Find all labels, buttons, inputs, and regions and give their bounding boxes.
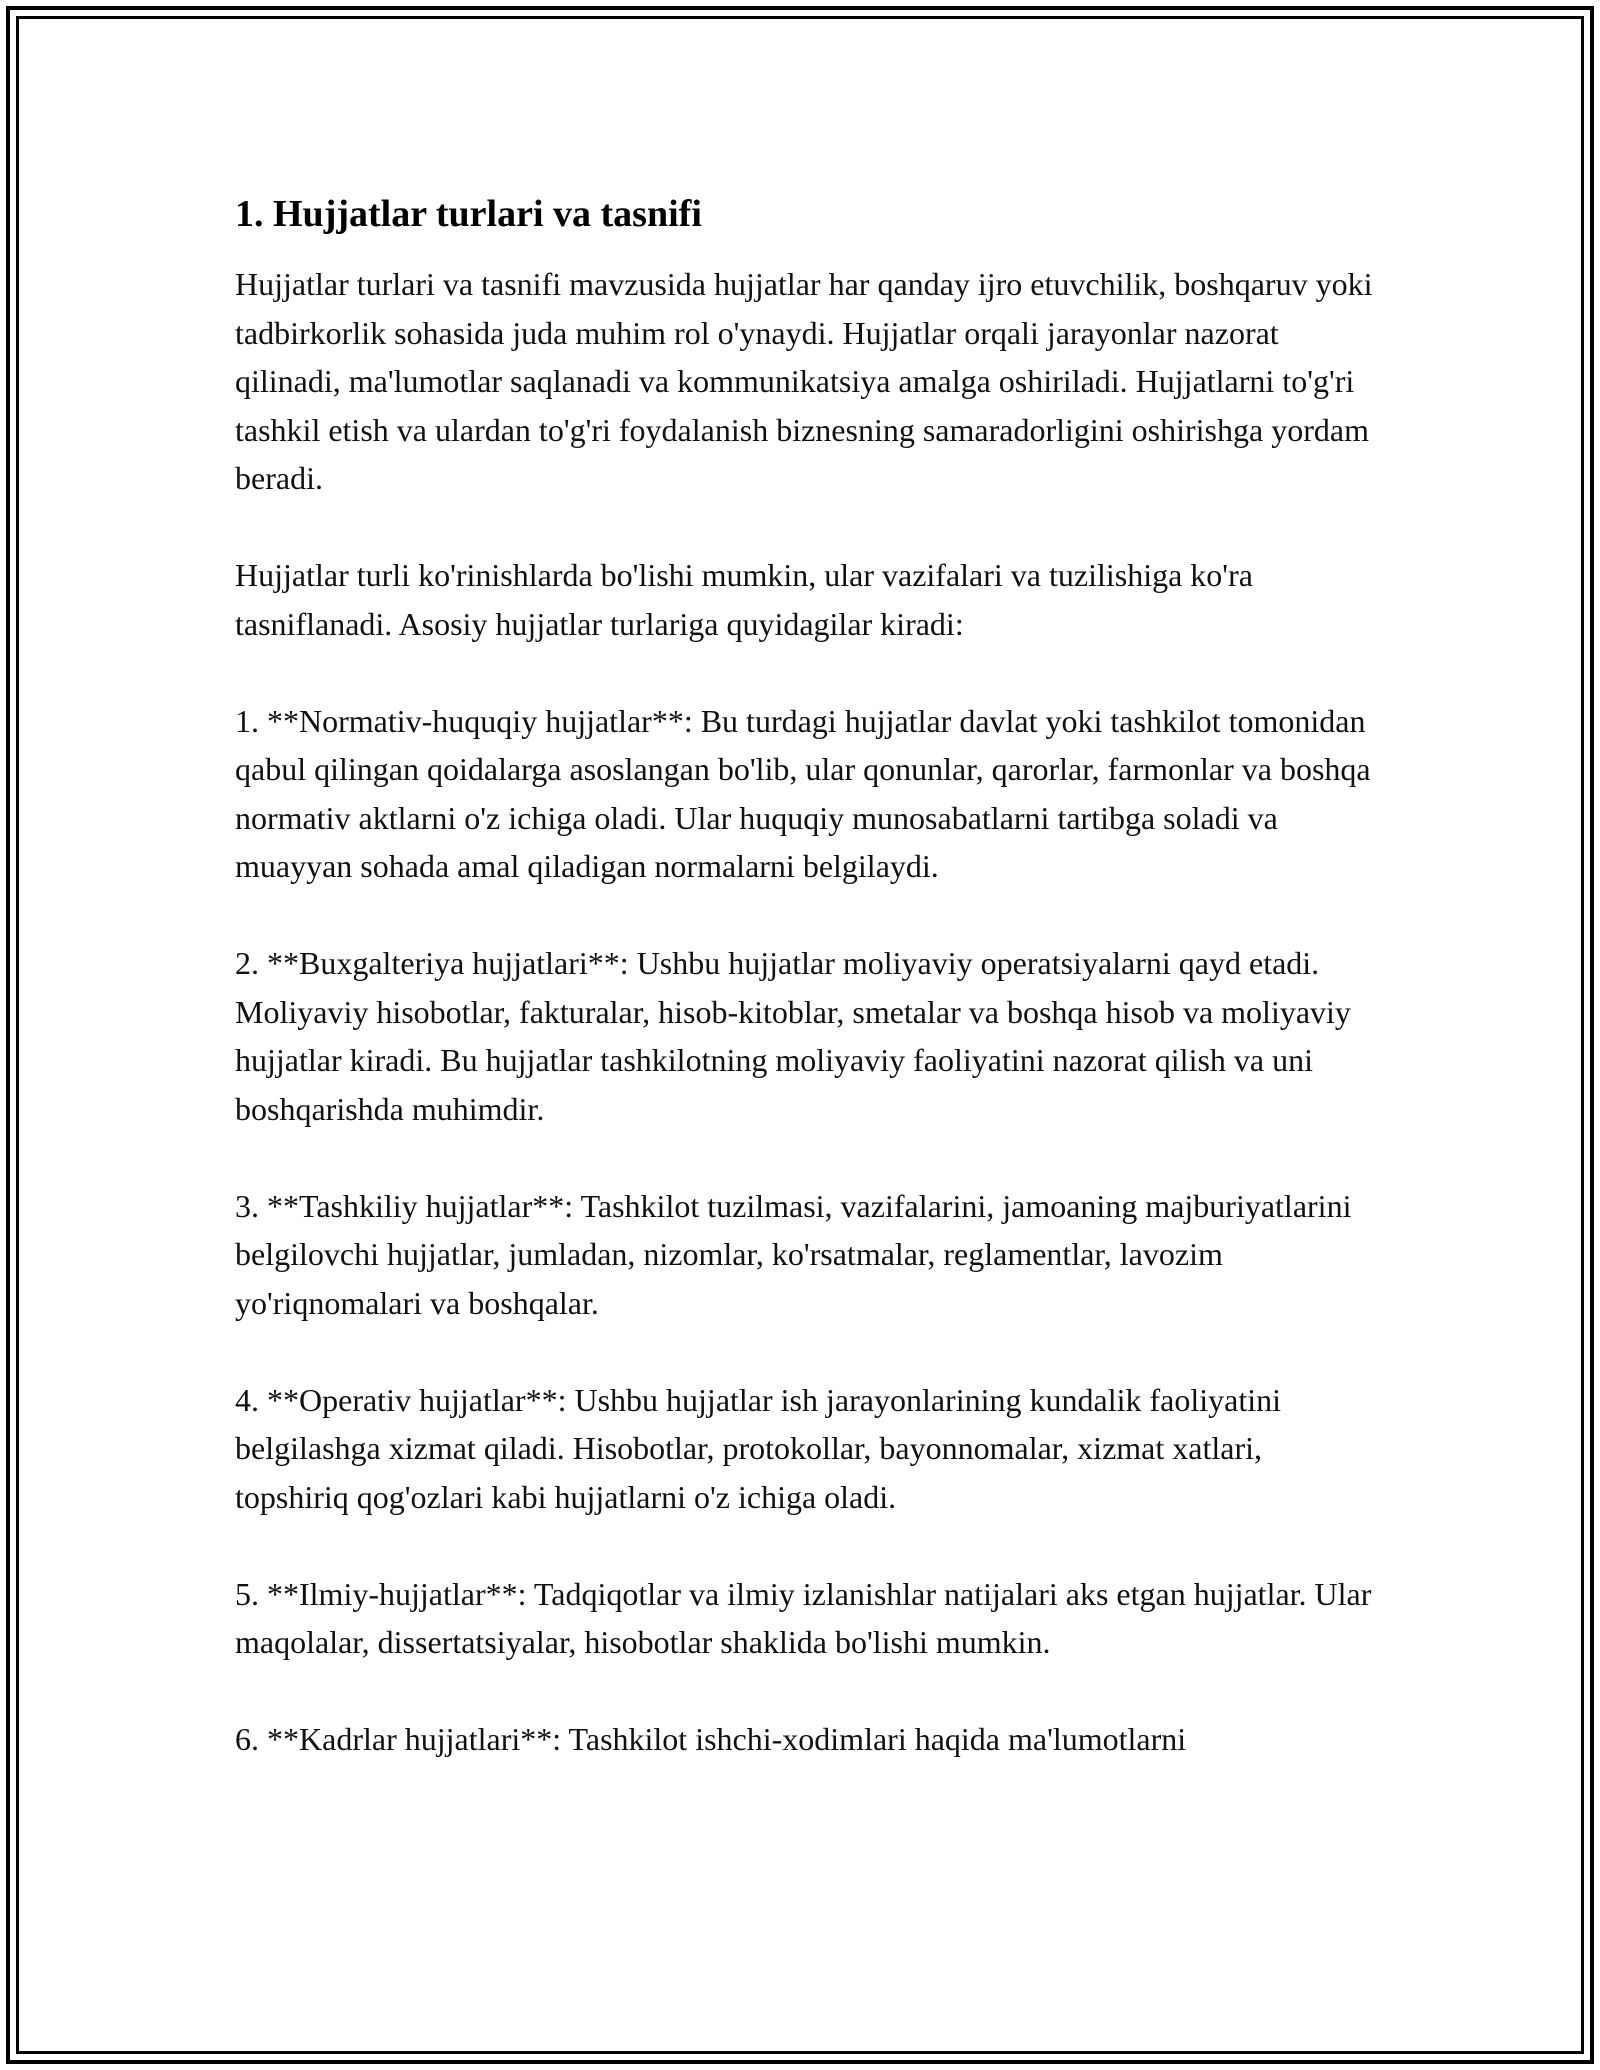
list-item-normative: 1. **Normativ-huquqiy hujjatlar**: Bu turdagi hujjatlar davlat yoki tashkilot tomonidan qabul qilingan qoidalarga asoslangan bo'lib, ular qonunlar, qarorlar, farmonlar va boshqa normativ aktlarni o'z ichiga oladi. Ular huquqiy munosabatlarni tartibga soladi va muayyan sohada amal qiladigan normalarni belgilaydi. [235,702,1371,884]
list-item-scientific: 5. **Ilmiy-hujjatlar**: Tadqiqotlar va ilmiy izlanishlar natijalari aks etgan hujjatlar. Ular maqolalar, dissertatsiyalar, hisobotlar shaklida bo'lishi mumkin. [235,1575,1372,1660]
section-heading: 1. Hujjatlar turlari va tasnifi [235,193,702,235]
list-item-personnel: 6. **Kadrlar hujjatlari**: Tashkilot ishchi-xodimlari haqida ma'lumotlarni [235,1721,1187,1757]
list-item-organizational: 3. **Tashkiliy hujjatlar**: Tashkilot tuzilmasi, vazifalarini, jamoaning majburiyatlarini belgilovchi hujjatlar, jumladan, nizomlar, ko'rsatmalar, reglamentlar, lavozim yo'riqnomalari va boshqalar. [235,1187,1352,1321]
classification-paragraph: Hujjatlar turli ko'rinishlarda bo'lishi mumkin, ular vazifalari va tuzilishiga ko'ra tasniflanadi. Asosiy hujjatlar turlariga quyidagilar kiradi: [235,557,1253,642]
list-item-accounting: 2. **Buxgalteriya hujjatlari**: Ushbu hujjatlar moliyaviy operatsiyalarni qayd etadi. Moliyaviy hisobotlar, fakturalar, hisob-kitoblar, smetalar va boshqa hisob va moliyaviy hujjatlar kiradi. Bu hujjatlar tashkilotning moliyaviy faoliyatini nazorat qilish va uni boshqarishda muhimdir. [235,945,1351,1127]
intro-paragraph: Hujjatlar turlari va tasnifi mavzusida hujjatlar har qanday ijro etuvchilik, boshqaruv yoki tadbirkorlik sohasida juda muhim rol o'ynaydi. Hujjatlar orqali jarayonlar nazorat qilinadi, ma'lumotlar saqlanadi va kommunikatsiya amalga oshiriladi. Hujjatlarni to'g'ri tashkil etish va ulardan to'g'ri foydalanish biznesning samaradorligini oshirishga yordam beradi. [235,266,1373,496]
document-body [235,188,1375,1812]
list-item-operative: 4. **Operativ hujjatlar**: Ushbu hujjatlar ish jarayonlarining kundalik faoliyatini belgilashga xizmat qiladi. Hisobotlar, protokollar, bayonnomalar, xizmat xatlari, topshiriq qog'ozlari kabi hujjatlarni o'z ichiga oladi. [235,1381,1281,1515]
